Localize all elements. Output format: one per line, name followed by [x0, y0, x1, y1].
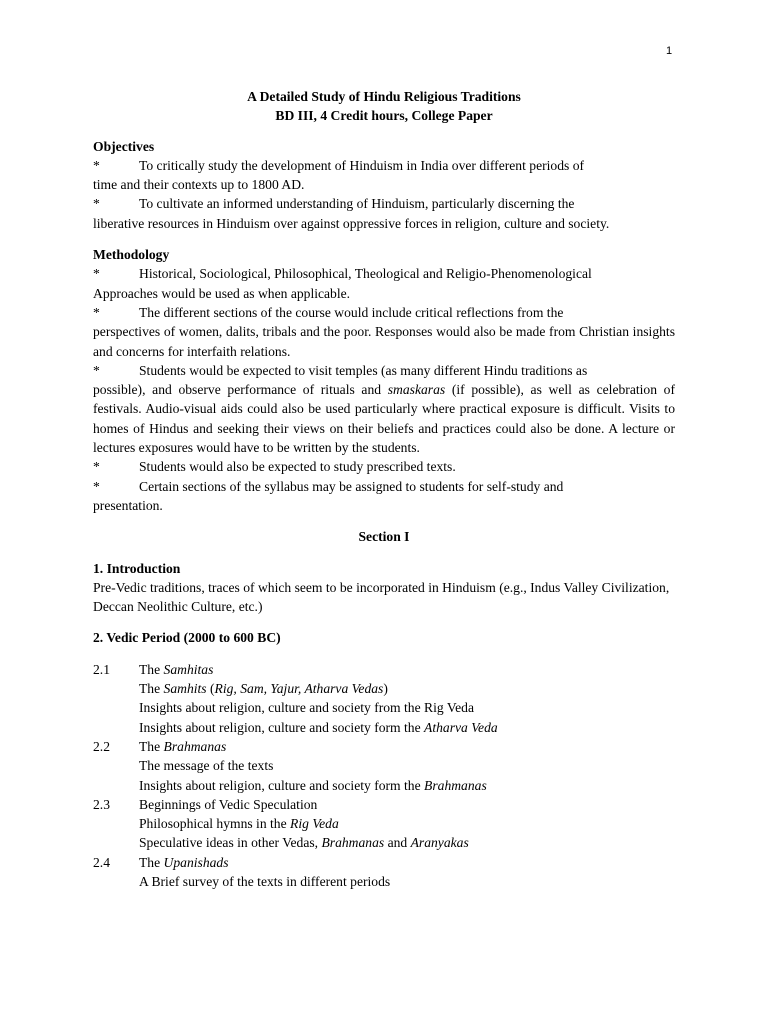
- outline-subitem: Insights about religion, culture and society form the Brahmanas: [139, 777, 487, 793]
- outline-subitem: Philosophical hymns in the Rig Veda: [139, 816, 339, 832]
- introduction-text: Pre-Vedic traditions, traces of which seem to be incorporated in Hinduism (e.g., Indus Valley Civilization, Deccan Neolithic Culture, etc.): [93, 579, 670, 615]
- methodology-continuation: [93, 380, 675, 457]
- document-subtitle: BD III, 4 Credit hours, College Paper: [275, 108, 493, 124]
- outline-number: 2.1: [93, 661, 110, 677]
- methodology-item: [93, 303, 675, 322]
- introduction-heading: 1. Introduction: [93, 560, 181, 576]
- objective-item: [93, 194, 675, 213]
- outline-list: [93, 660, 675, 892]
- outline-number: 2.4: [93, 854, 110, 870]
- section-heading: Section I: [358, 529, 410, 545]
- bullet-mark: *: [93, 157, 100, 173]
- objectives-heading: Objectives: [93, 138, 155, 154]
- bullet-mark: *: [93, 459, 100, 475]
- objective-continuation: liberative resources in Hinduism over against oppressive forces in religion, culture and society.: [93, 215, 610, 231]
- methodology-item: [93, 477, 675, 496]
- outline-number: 2.2: [93, 738, 110, 754]
- outline-item: 2.4 The Upanishads: [93, 853, 675, 872]
- italic-term: smaskaras: [387, 382, 446, 398]
- methodology-text: Historical, Sociological, Philosophical, Theological and Religio-Phenomenological: [139, 266, 592, 282]
- methodology-text: Certain sections of the syllabus may be assigned to students for self-study and: [139, 478, 564, 494]
- objective-continuation: time and their contexts up to 1800 AD.: [93, 177, 305, 193]
- methodology-text: Students would also be expected to study prescribed texts.: [139, 459, 456, 475]
- methodology-text: Students would be expected to visit temples (as many different Hindu traditions as: [139, 362, 588, 378]
- bullet-mark: *: [93, 478, 100, 494]
- outline-subitem: Speculative ideas in other Vedas, Brahmanas and Aranyakas: [139, 835, 469, 851]
- methodology-item: [93, 457, 675, 476]
- objective-text: To cultivate an informed understanding of Hinduism, particularly discerning the: [139, 196, 575, 212]
- methodology-text: (if possible), as well as celebration of festivals. Audio-visual aids could also be used particularly where practical exposure is difficult. Visits to homes of Hindus and seeking their views on their beliefs and practices could also be done. A lecture or lectures exposures would have to be written by the students.: [93, 382, 676, 456]
- outline-item: 2.2 The Brahmanas: [93, 737, 675, 756]
- outline-subitem: A Brief survey of the texts in different periods: [139, 873, 391, 889]
- methodology-item: [93, 264, 675, 283]
- document-body: [93, 87, 675, 891]
- bullet-mark: *: [93, 362, 100, 378]
- outline-subitem: The Samhits (Rig, Sam, Yajur, Atharva Vedas): [139, 681, 388, 697]
- objective-text: To critically study the development of Hinduism in India over different periods of: [139, 157, 585, 173]
- document-title: A Detailed Study of Hindu Religious Traditions: [247, 89, 521, 104]
- outline-item: 2.1 The Samhitas: [93, 660, 675, 679]
- outline-number: 2.3: [93, 796, 110, 812]
- methodology-item: [93, 361, 675, 380]
- bullet-mark: *: [93, 304, 100, 320]
- outline-subitem: Insights about religion, culture and society from the Rig Veda: [139, 700, 474, 716]
- outline-subitem: The message of the texts: [139, 758, 274, 774]
- page-number: 1: [666, 45, 673, 57]
- methodology-heading: Methodology: [93, 247, 170, 263]
- methodology-continuation: perspectives of women, dalits, tribals and the poor. Responses would also be made from Christian insights and concerns for interfaith relations.: [93, 324, 675, 359]
- outline-item: 2.3 Beginnings of Vedic Speculation: [93, 795, 675, 814]
- methodology-text: The different sections of the course would include critical reflections from the: [139, 304, 564, 320]
- methodology-text: possible), and observe performance of rituals and: [93, 382, 382, 398]
- outline-subitem: Insights about religion, culture and society form the Atharva Veda: [139, 719, 498, 735]
- bullet-mark: *: [93, 196, 100, 212]
- objective-item: [93, 156, 675, 175]
- vedic-period-heading: 2. Vedic Period (2000 to 600 BC): [93, 630, 281, 646]
- bullet-mark: *: [93, 266, 100, 282]
- methodology-continuation: Approaches would be used as when applicable.: [93, 285, 351, 301]
- methodology-continuation: presentation.: [93, 497, 163, 513]
